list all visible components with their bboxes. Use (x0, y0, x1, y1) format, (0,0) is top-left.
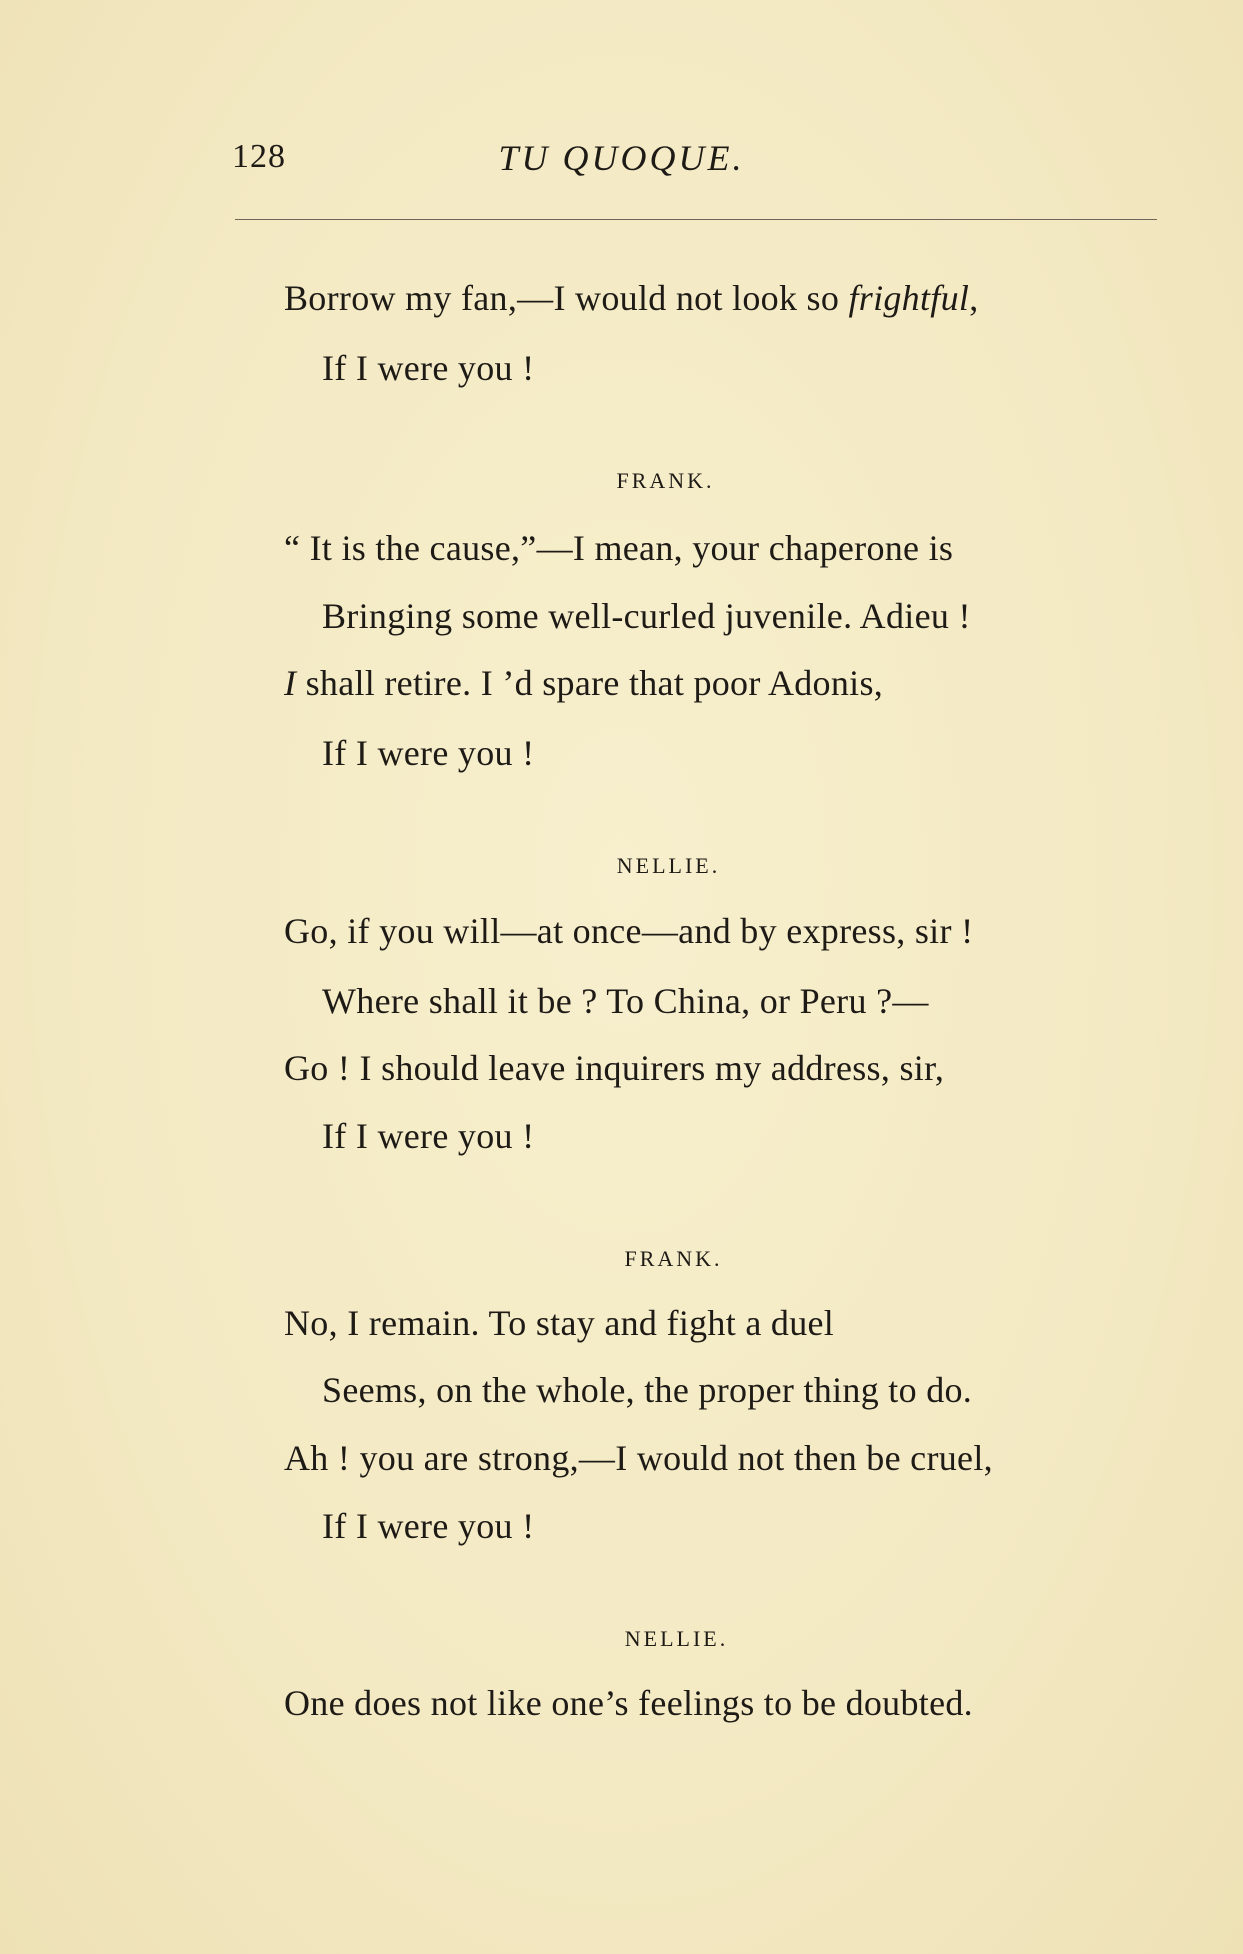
emphasized-word: I (284, 663, 297, 703)
verse-line: If I were you ! (322, 1506, 535, 1546)
verse-line: Bringing some well-curled juvenile. Adieu ! (322, 596, 971, 636)
page-number: 128 (232, 138, 286, 175)
verse-line: I shall retire. I ’d spare that poor Adonis, (284, 663, 884, 703)
speaker-name: NELLIE. (624, 1626, 729, 1651)
header-rule (235, 219, 1157, 220)
running-title: TU QUOQUE. (498, 138, 745, 178)
verse-line: Go ! I should leave inquirers my address, sir, (284, 1048, 945, 1088)
verse-line: If I were you ! (322, 733, 535, 773)
verse-line: One does not like one’s feelings to be doubted. (284, 1683, 973, 1723)
verse-line: Where shall it be ? To China, or Peru ?— (322, 981, 929, 1021)
verse-line: Ah ! you are strong,—I would not then be cruel, (284, 1438, 993, 1478)
speaker-name: FRANK. (616, 468, 715, 493)
emphasized-word: frightful (848, 278, 970, 318)
verse-line: Borrow my fan,—I would not look so frightful, (284, 278, 979, 318)
speaker-name: NELLIE. (616, 853, 721, 878)
verse-line: If I were you ! (322, 348, 535, 388)
speaker-name: FRANK. (624, 1246, 723, 1271)
verse-line: “ It is the cause,”—I mean, your chaperone is (284, 528, 954, 568)
verse-line: No, I remain. To stay and fight a duel (284, 1303, 835, 1343)
verse-line: If I were you ! (322, 1116, 535, 1156)
verse-line: Go, if you will—at once—and by express, sir ! (284, 911, 974, 951)
verse-line: Seems, on the whole, the proper thing to do. (322, 1370, 973, 1410)
